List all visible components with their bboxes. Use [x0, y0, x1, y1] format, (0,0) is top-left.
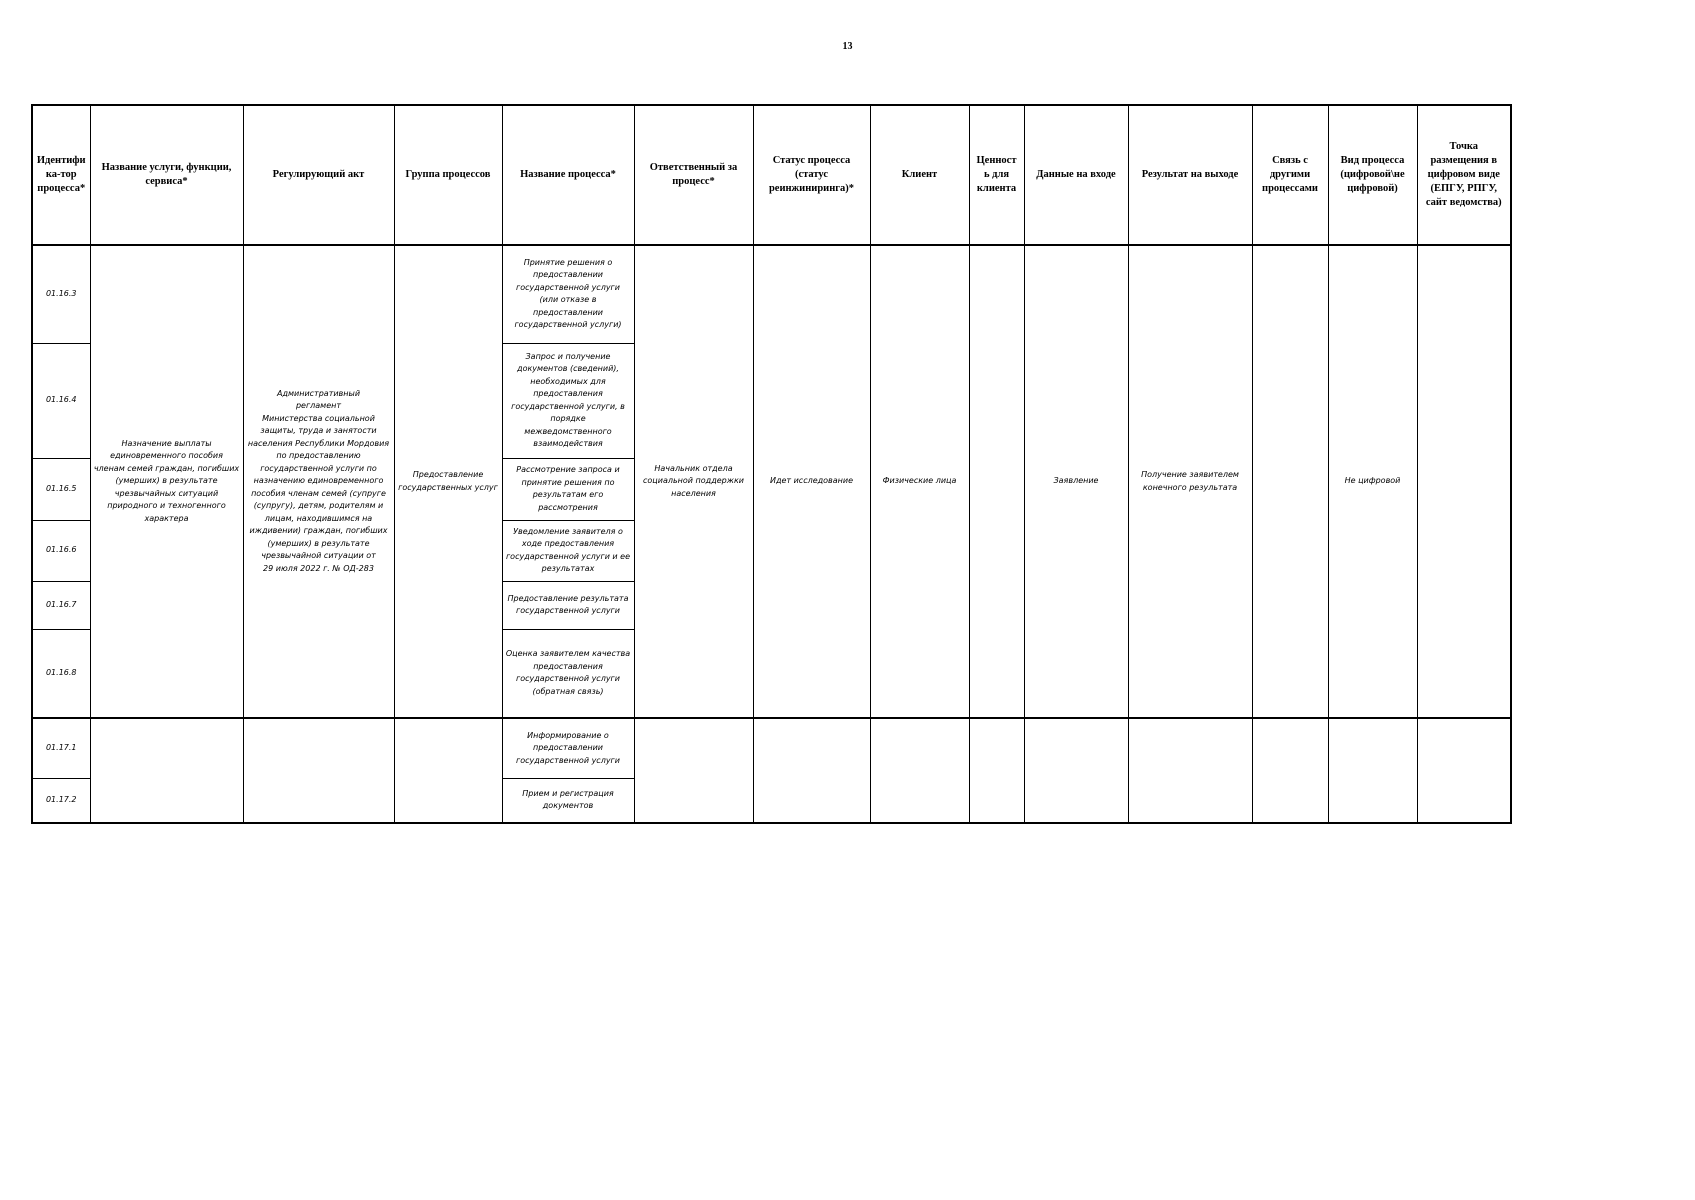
process-id: 01.17.1 [32, 718, 90, 778]
process-id: 01.16.7 [32, 581, 90, 629]
process-id: 01.16.8 [32, 629, 90, 718]
process-kind-cell: Не цифровой [1328, 245, 1417, 718]
empty-cell [634, 718, 753, 823]
regulating-act-cell: Административный регламент Министерства социальной защиты, труда и занятости населения Республики Мордовия по предоставлению государственной услуги по назначению единовременного пособия членам семей (супруге (супругу), детям, родителям и лицам, находившимся на иждивении) граждан, погибших (умерших) в результате чрезвычайной ситуации от 29 июля 2022 г. № ОД-283 [243, 245, 394, 718]
process-name: Предоставление результата государственной услуги [502, 581, 634, 629]
empty-cell [1417, 718, 1511, 823]
process-name: Уведомление заявителя о ходе предоставления государственной услуги и ее результатах [502, 520, 634, 581]
header-regulating-act: Регулирующий акт [243, 105, 394, 245]
empty-cell [90, 718, 243, 823]
header-status: Статус процесса (статус реинжиниринга)* [753, 105, 870, 245]
service-name-cell: Назначение выплаты единовременного пособия членам семей граждан, погибших (умерших) в результате чрезвычайных ситуаций природного и техногенного характера [90, 245, 243, 718]
process-name: Принятие решения о предоставлении государственной услуги (или отказе в предоставлении государственной услуги) [502, 245, 634, 343]
header-links: Связь с другими процессами [1252, 105, 1328, 245]
process-name: Прием и регистрация документов [502, 778, 634, 823]
header-client: Клиент [870, 105, 969, 245]
header-output: Результат на выходе [1128, 105, 1252, 245]
header-process-kind: Вид процесса (цифровой\не цифровой) [1328, 105, 1417, 245]
header-service-name: Название услуги, функции, сервиса* [90, 105, 243, 245]
process-name: Информирование о предоставлении государственной услуги [502, 718, 634, 778]
process-name: Оценка заявителем качества предоставления государственной услуги (обратная связь) [502, 629, 634, 718]
links-cell [1252, 245, 1328, 718]
table-header-row [32, 105, 1511, 245]
header-process-name: Название процесса* [502, 105, 634, 245]
process-id: 01.16.6 [32, 520, 90, 581]
header-process-group: Группа процессов [394, 105, 502, 245]
empty-cell [394, 718, 502, 823]
output-cell: Получение заявителем конечного результата [1128, 245, 1252, 718]
process-id: 01.16.3 [32, 245, 90, 343]
status-cell: Идет исследование [753, 245, 870, 718]
page-number: 13 [842, 41, 853, 52]
table-row [32, 245, 1511, 343]
process-id: 01.16.4 [32, 343, 90, 458]
header-responsible: Ответственный за процесс* [634, 105, 753, 245]
process-group-cell: Предоставление государственных услуг [394, 245, 502, 718]
empty-cell [243, 718, 394, 823]
process-name: Рассмотрение запроса и принятие решения по результатам его рассмотрения [502, 458, 634, 520]
empty-cell [1128, 718, 1252, 823]
empty-cell [1252, 718, 1328, 823]
empty-cell [1024, 718, 1128, 823]
empty-cell [753, 718, 870, 823]
header-digital-point: Точка размещения в цифровом виде (ЕПГУ, РПГУ, сайт ведомства) [1417, 105, 1511, 245]
empty-cell [969, 718, 1024, 823]
header-id: Идентифи ка-тор процесса* [32, 105, 90, 245]
empty-cell [870, 718, 969, 823]
empty-cell [1328, 718, 1417, 823]
client-value-cell [969, 245, 1024, 718]
header-client-value: Ценност ь для клиента [969, 105, 1024, 245]
input-cell: Заявление [1024, 245, 1128, 718]
process-id: 01.16.5 [32, 458, 90, 520]
client-cell: Физические лица [870, 245, 969, 718]
digital-point-cell [1417, 245, 1511, 718]
process-table [31, 104, 1512, 824]
process-name: Запрос и получение документов (сведений), необходимых для предоставления государственной услуги, в порядке межведомственного взаимодействия [502, 343, 634, 458]
table-row [32, 718, 1511, 778]
header-input: Данные на входе [1024, 105, 1128, 245]
responsible-cell: Начальник отдела социальной поддержки населения [634, 245, 753, 718]
process-id: 01.17.2 [32, 778, 90, 823]
